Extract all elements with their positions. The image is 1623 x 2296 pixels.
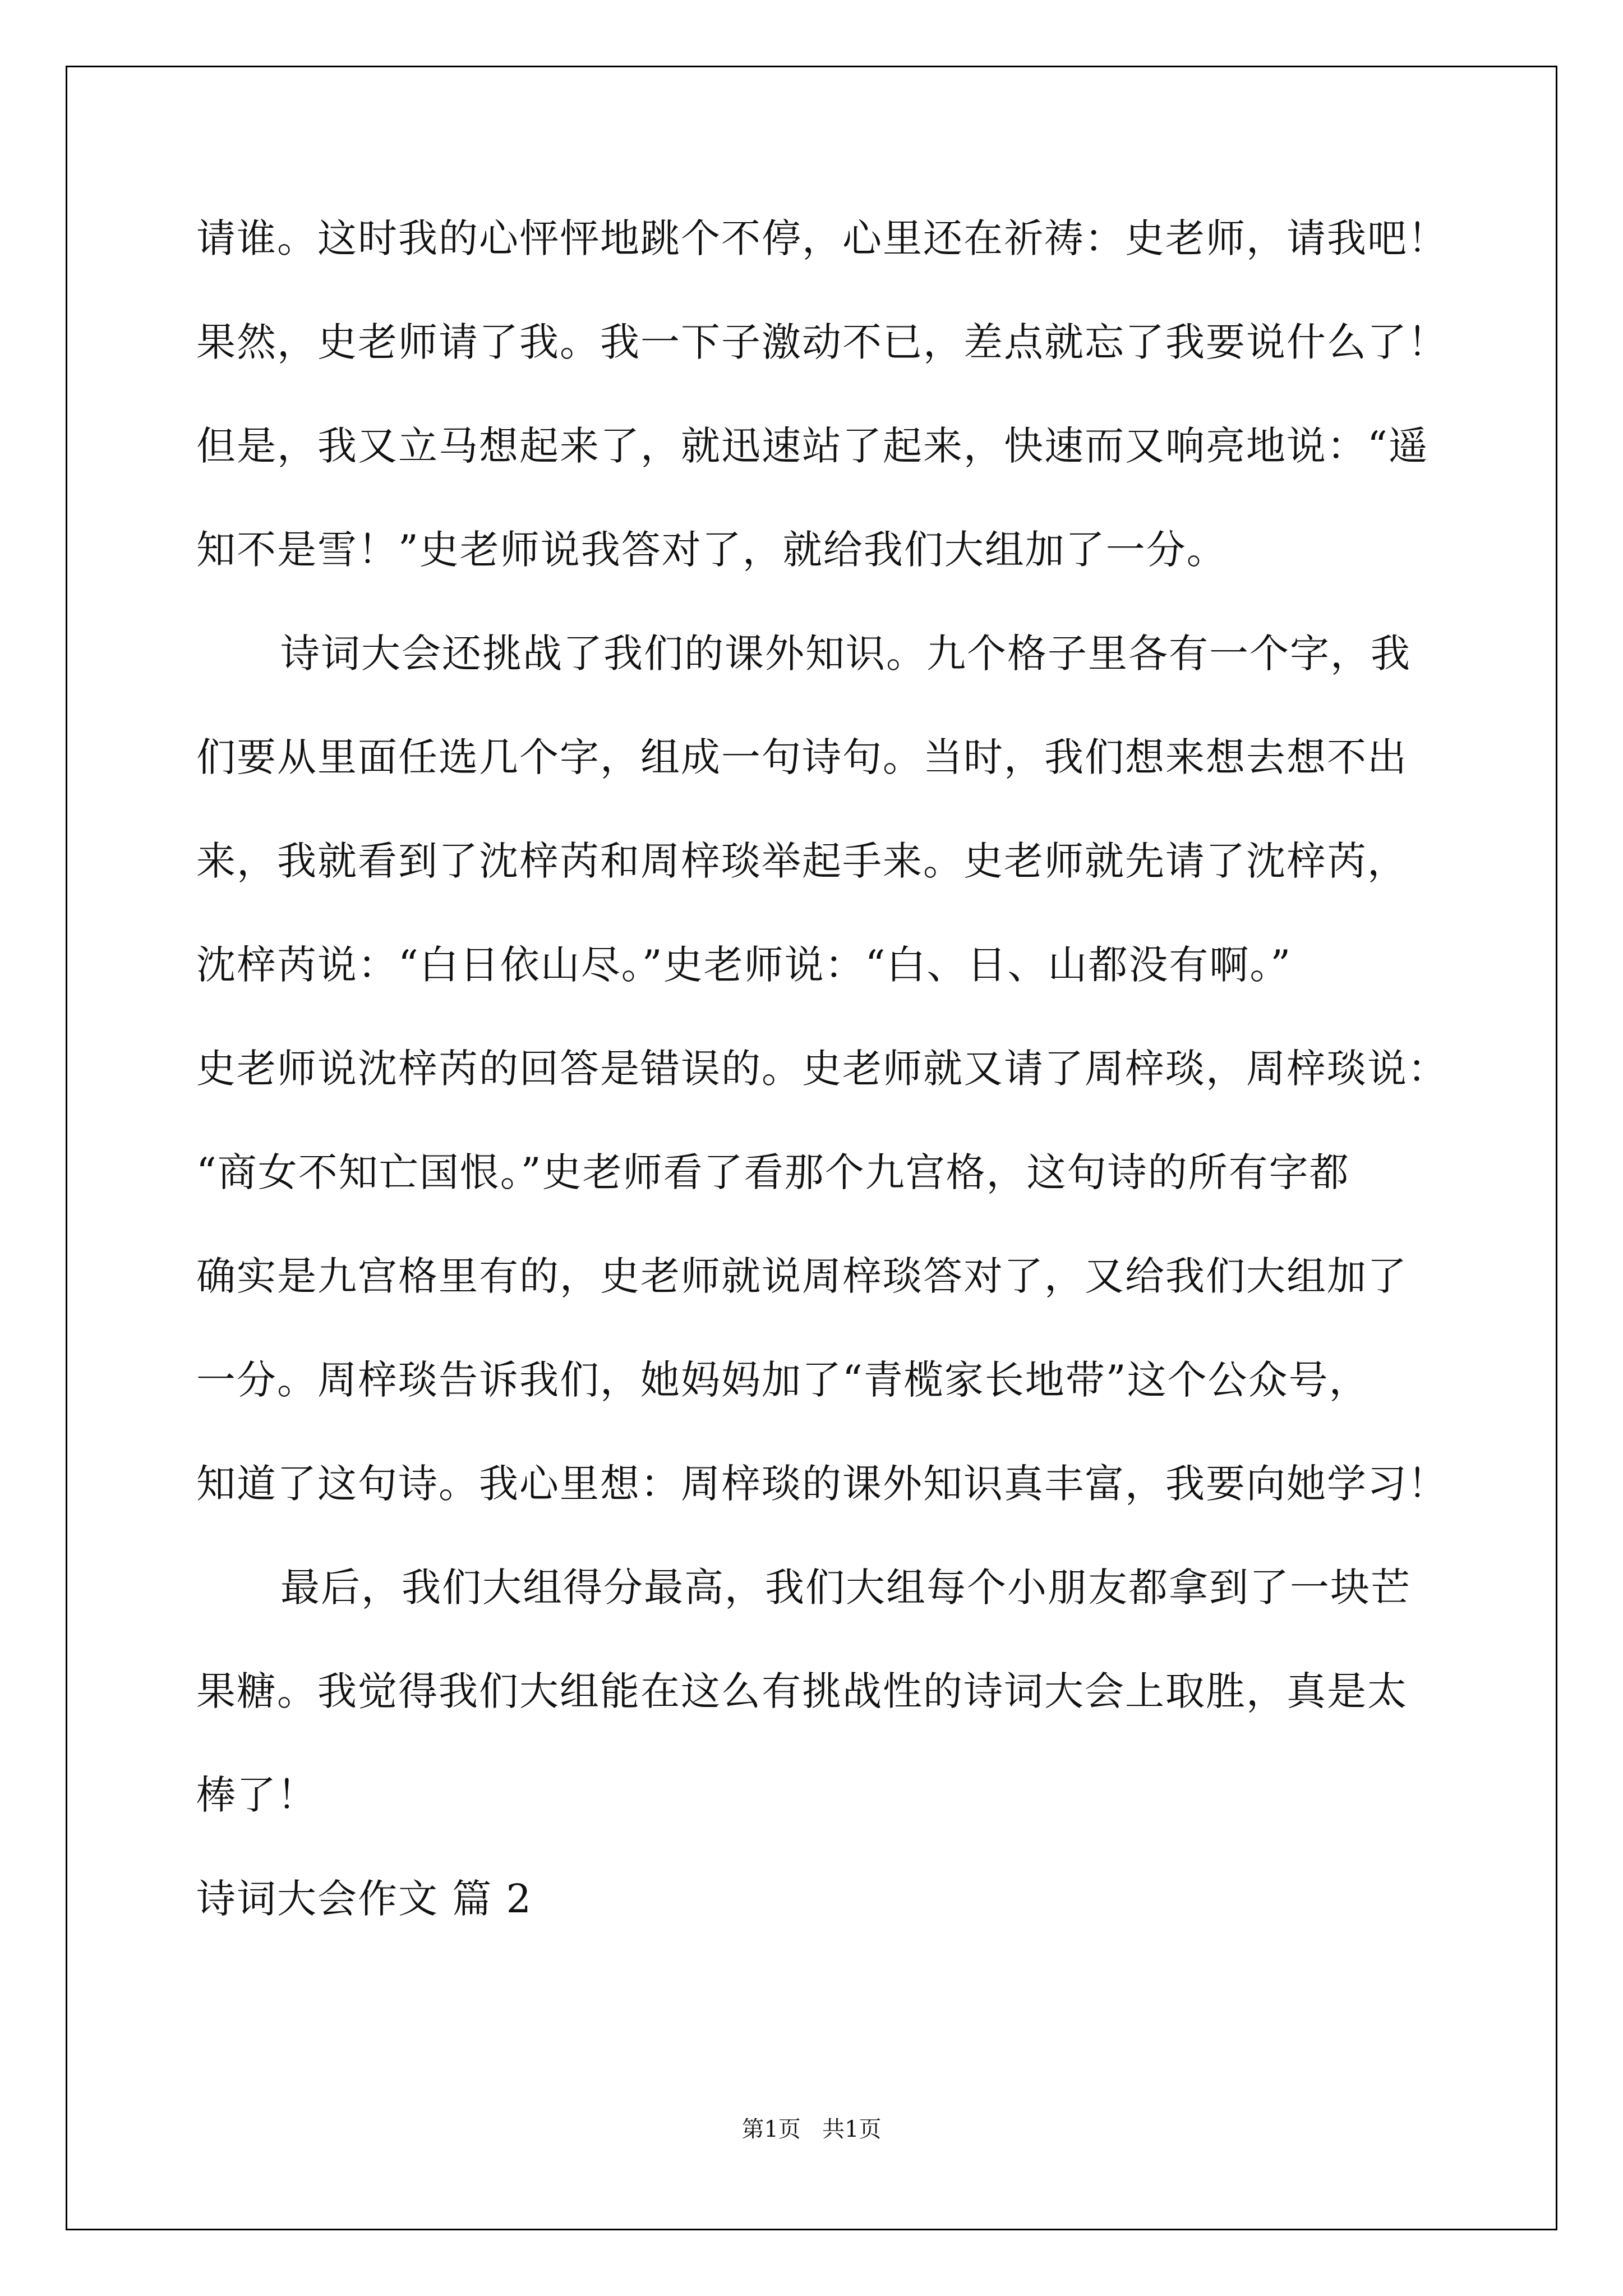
section-heading: 诗词大会作文 篇 2 (196, 1876, 533, 1922)
paragraph-line: 果然，史老师请了我。我一下子激动不已，差点就忘了我要说什么了！ (196, 319, 1448, 365)
paragraph-line: 最后，我们大组得分最高，我们大组每个小朋友都拿到了一块芒 (280, 1565, 1411, 1611)
paragraph-line: 知道了这句诗。我心里想：周梓琰的课外知识真丰富，我要向她学习！ (196, 1461, 1448, 1507)
paragraph-line: 们要从里面任选几个字，组成一句诗句。当时，我们想来想去想不出 (196, 734, 1408, 780)
page-footer: 第1页 共1页 (741, 2116, 882, 2142)
paragraph-line: 棒了！ (196, 1772, 317, 1818)
paragraph-line: 来，我就看到了沈梓芮和周梓琰举起手来。史老师就先请了沈梓芮， (196, 838, 1408, 884)
paragraph-line: 但是，我又立马想起来了，就迅速站了起来，快速而又响亮地说：“遥 (196, 423, 1429, 469)
paragraph-line: 诗词大会还挑战了我们的课外知识。九个格子里各有一个字，我 (280, 631, 1411, 677)
paragraph-line: 一分。周梓琰告诉我们，她妈妈加了“青榄家长地带”这个公众号， (196, 1357, 1370, 1403)
paragraph-line: 史老师说沈梓芮的回答是错误的。史老师就又请了周梓琰，周梓琰说： (196, 1046, 1448, 1092)
paragraph-line: 沈梓芮说：“白日依山尽。”史老师说：“白、日、山都没有啊。” (196, 942, 1292, 988)
paragraph-line: 果糖。我觉得我们大组能在这么有挑战性的诗词大会上取胜，真是太 (196, 1668, 1408, 1714)
paragraph-line: 知不是雪！”史老师说我答对了，就给我们大组加了一分。 (196, 527, 1227, 573)
document-body (196, 215, 1448, 1983)
paragraph-line: 确实是九宫格里有的，史老师就说周梓琰答对了，又给我们大组加了 (196, 1253, 1408, 1299)
paragraph-line: 请谁。这时我的心怦怦地跳个不停，心里还在祈祷：史老师，请我吧！ (196, 215, 1448, 261)
paragraph-line: “商女不知亡国恨。”史老师看了看那个九宫格，这句诗的所有字都 (196, 1149, 1350, 1195)
